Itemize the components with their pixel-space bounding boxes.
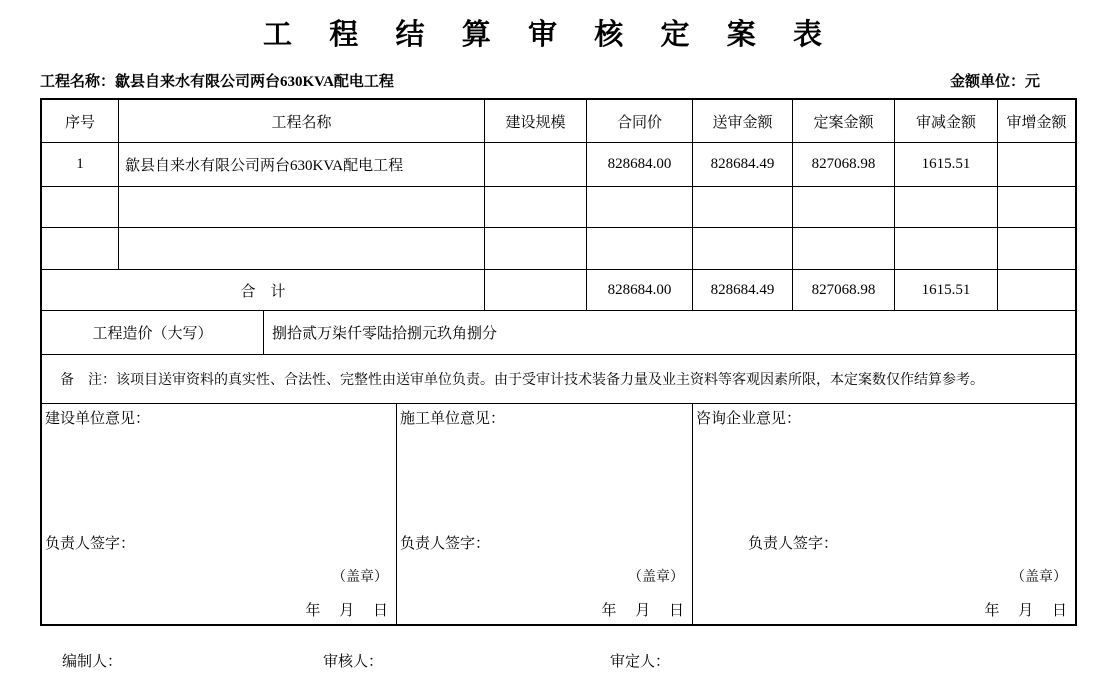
page-title: 工 程 结 算 审 核 定 案 表 bbox=[262, 19, 837, 51]
audit-table bbox=[40, 98, 1077, 626]
table-row bbox=[42, 143, 1075, 187]
cell-final: 827068.98 bbox=[793, 143, 895, 186]
cell-increased bbox=[998, 187, 1075, 227]
cell-seq bbox=[42, 228, 119, 269]
seal-label: （盖章） bbox=[332, 570, 388, 585]
total-final: 827068.98 bbox=[793, 270, 895, 310]
signature-label: 负责人签字： bbox=[45, 536, 136, 552]
opinion-title: 建设单位意见： bbox=[45, 411, 151, 427]
cell-reduced bbox=[895, 228, 998, 269]
date-label: 年 月 日 bbox=[601, 603, 684, 619]
date-label: 年 月 日 bbox=[984, 603, 1067, 619]
cost-in-words-value: 捌拾贰万柒仟零陆拾捌元玖角捌分 bbox=[272, 326, 498, 342]
opinion-title: 施工单位意见： bbox=[400, 411, 506, 427]
cell-scale bbox=[485, 143, 587, 186]
cell-reduced bbox=[895, 187, 998, 227]
cost-in-words-row bbox=[42, 311, 1075, 355]
cell-project-name bbox=[119, 187, 485, 227]
remark-row bbox=[42, 355, 1075, 404]
cell-contract bbox=[587, 187, 693, 227]
reviewer-label: 审核人： bbox=[323, 654, 384, 670]
cell-final bbox=[793, 187, 895, 227]
cell-submitted bbox=[693, 228, 793, 269]
table-row bbox=[42, 228, 1075, 270]
cell-scale bbox=[485, 228, 587, 269]
opinion-contractor-unit bbox=[397, 404, 693, 624]
cell-increased bbox=[998, 228, 1075, 269]
project-name-label: 工程名称：歙县自来水有限公司两台630KVA配电工程 bbox=[40, 74, 394, 90]
cell-submitted: 828684.49 bbox=[693, 143, 793, 186]
col-header-submitted: 送审金额 bbox=[693, 100, 793, 142]
col-header-seq: 序号 bbox=[42, 100, 119, 142]
total-label: 合 计 bbox=[42, 270, 485, 310]
seal-label: （盖章） bbox=[628, 570, 684, 585]
col-header-contract: 合同价 bbox=[587, 100, 693, 142]
date-label: 年 月 日 bbox=[305, 603, 388, 619]
col-header-scale: 建设规模 bbox=[485, 100, 587, 142]
table-row bbox=[42, 187, 1075, 228]
cost-in-words-label: 工程造价（大写） bbox=[42, 311, 264, 354]
subheader bbox=[40, 70, 1040, 91]
remark-text: 备 注：该项目送审资料的真实性、合法性、完整性由送审单位负责。由于受审计技术装备力量及业主资料等客观因素所限，本定案数仅作结算参考。 bbox=[60, 373, 984, 388]
opinion-title: 咨询企业意见： bbox=[696, 411, 802, 427]
col-header-final: 定案金额 bbox=[793, 100, 895, 142]
opinions-row bbox=[42, 404, 1075, 624]
col-header-name: 工程名称 bbox=[119, 100, 485, 142]
opinion-consulting-company bbox=[693, 404, 1075, 624]
seal-label: （盖章） bbox=[1011, 570, 1067, 585]
cell-seq: 1 bbox=[42, 143, 119, 186]
cell-scale bbox=[485, 187, 587, 227]
total-reduced: 1615.51 bbox=[895, 270, 998, 310]
amount-unit-label: 金额单位：元 bbox=[949, 74, 1040, 90]
cell-seq bbox=[42, 187, 119, 227]
cell-project-name: 歙县自来水有限公司两台630KVA配电工程 bbox=[119, 143, 485, 186]
signature-label: 负责人签字： bbox=[748, 536, 839, 552]
approver-label: 审定人： bbox=[610, 654, 671, 670]
cell-final bbox=[793, 228, 895, 269]
col-header-increased: 审增金额 bbox=[1006, 114, 1067, 131]
preparer-label: 编制人： bbox=[62, 654, 123, 670]
col-header-reduced: 审减金额 bbox=[895, 100, 998, 142]
cell-project-name bbox=[119, 228, 485, 269]
cell-submitted bbox=[693, 187, 793, 227]
total-contract: 828684.00 bbox=[587, 270, 693, 310]
total-submitted: 828684.49 bbox=[693, 270, 793, 310]
cell-contract bbox=[587, 228, 693, 269]
total-scale bbox=[485, 270, 587, 310]
cell-contract: 828684.00 bbox=[587, 143, 693, 186]
total-row bbox=[42, 270, 1075, 311]
cell-reduced: 1615.51 bbox=[895, 143, 998, 186]
opinion-construction-unit bbox=[42, 404, 397, 624]
table-header-row bbox=[42, 100, 1075, 143]
cell-increased bbox=[998, 143, 1075, 186]
signature-label: 负责人签字： bbox=[400, 536, 491, 552]
total-increased bbox=[998, 270, 1075, 310]
